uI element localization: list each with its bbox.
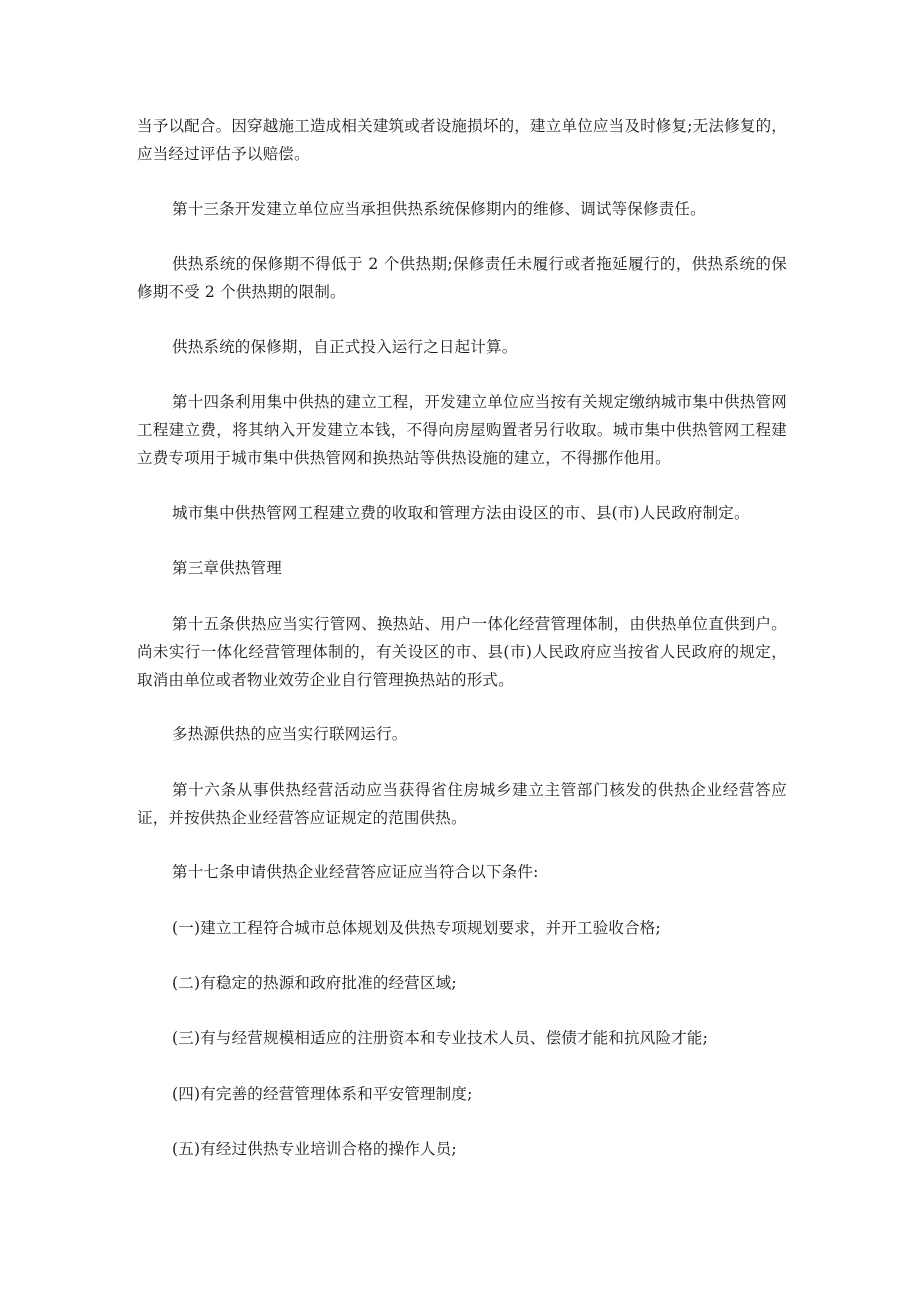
chapter-heading: 第三章供热管理 [172, 559, 282, 577]
paragraph-fee-management: 城市集中供热管网工程建立费的收取和管理方法由设区的市、县(市)人民政府制定。 [172, 504, 750, 522]
paragraph-repair-compensation: 当予以配合。因穿越施工造成相关建筑或者设施损坏的，建立单位应当及时修复;无法修复的，应当经过评估予以赔偿。 [137, 117, 787, 163]
list-item-1: (一)建立工程符合城市总体规划及供热专项规划要求，并开工验收合格; [172, 919, 661, 937]
paragraph-article-15: 第十五条供热应当实行管网、换热站、用户一体化经营管理体制，由供热单位直供到户。尚未实行一体化经营管理体制的，有关设区的市、县(市)人民政府应当按省人民政府的规定，取消由单位或者物业效劳企业自行管理换热站的形式。 [137, 615, 787, 689]
list-item-3: (三)有与经营规模相适应的注册资本和专业技术人员、偿债才能和抗风险才能; [172, 1029, 709, 1047]
paragraph-warranty-start: 供热系统的保修期，自正式投入运行之日起计算。 [172, 338, 518, 356]
list-item-2: (二)有稳定的热源和政府批准的经营区域; [172, 974, 457, 992]
list-item-5: (五)有经过供热专业培训合格的操作人员; [172, 1140, 457, 1158]
paragraph-article-13: 第十三条开发建立单位应当承担供热系统保修期内的维修、调试等保修责任。 [172, 200, 706, 218]
paragraph-article-17: 第十七条申请供热企业经营答应证应当符合以下条件: [172, 863, 539, 881]
list-item-4: (四)有完善的经营管理体系和平安管理制度; [172, 1085, 473, 1103]
paragraph-article-16: 第十六条从事供热经营活动应当获得省住房城乡建立主管部门核发的供热企业经营答应证，并按供热企业经营答应证规定的范围供热。 [137, 781, 787, 827]
paragraph-article-14: 第十四条利用集中供热的建立工程，开发建立单位应当按有关规定缴纳城市集中供热管网工程建立费，将其纳入开发建立本钱，不得向房屋购置者另行收取。城市集中供热管网工程建立费专项用于城市集中供热管网和换热站等供热设施的建立，不得挪作他用。 [137, 393, 787, 467]
paragraph-warranty-period: 供热系统的保修期不得低于 2 个供热期;保修责任未履行或者拖延履行的，供热系统的保修期不受 2 个供热期的限制。 [137, 255, 787, 301]
paragraph-multi-source: 多热源供热的应当实行联网运行。 [172, 725, 408, 743]
